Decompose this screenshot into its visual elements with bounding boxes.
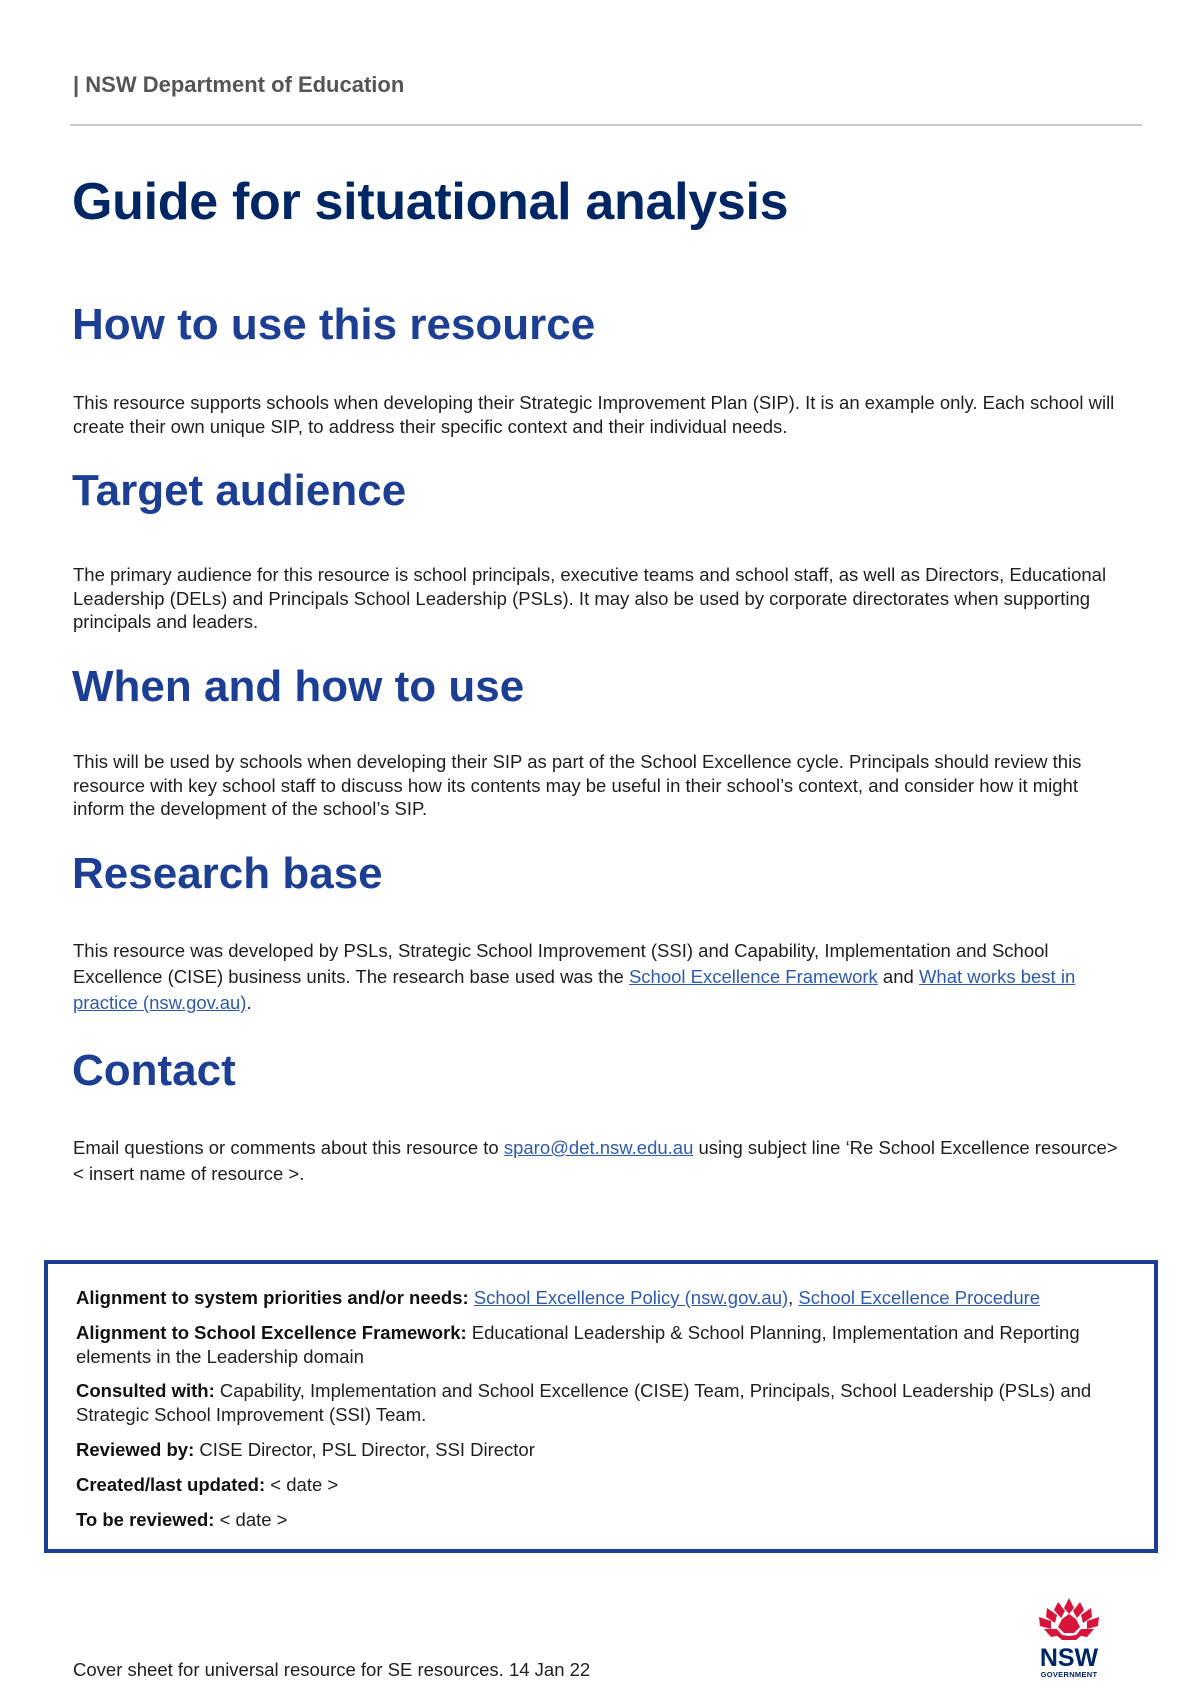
meta-created-updated bbox=[76, 1473, 1126, 1497]
paragraph-target-audience: The primary audience for this resource is school principals, executive teams and school staff, as well as Directors, Educational Leadership (DELs) and Principals School Leadership (PSLs). It may also be used by corporate directorates when supporting principals and leaders. bbox=[73, 564, 1107, 632]
research-text-start: This resource was developed by PSLs, Strategic School Improvement (SSI) and Capability, Implementation and School Excellence (CISE) business units. The research base used was the bbox=[73, 940, 1049, 987]
link-school-excellence-procedure[interactable]: School Excellence Procedure bbox=[798, 1287, 1041, 1308]
link-school-excellence-policy[interactable]: School Excellence Policy (nsw.gov.au) bbox=[473, 1287, 789, 1308]
meta-reviewed-by bbox=[76, 1438, 1126, 1462]
document-title: Guide for situational analysis bbox=[72, 173, 789, 231]
paragraph-research-base bbox=[73, 938, 1133, 1016]
footer-note: Cover sheet for universal resource for SE resources. 14 Jan 22 bbox=[73, 1659, 591, 1680]
research-text-end: . bbox=[246, 992, 252, 1013]
heading-research-base: Research base bbox=[72, 849, 383, 898]
metadata-box bbox=[44, 1260, 1158, 1553]
meta-to-be-reviewed-label: To be reviewed: bbox=[76, 1509, 215, 1530]
meta-consulted-with bbox=[76, 1379, 1126, 1426]
research-text-mid: and bbox=[877, 966, 919, 987]
meta-alignment-priorities bbox=[76, 1286, 1126, 1310]
meta-link-separator: , bbox=[788, 1287, 799, 1308]
heading-contact: Contact bbox=[72, 1046, 236, 1095]
meta-to-be-reviewed bbox=[76, 1508, 1126, 1532]
heading-target-audience: Target audience bbox=[72, 466, 407, 515]
meta-alignment-framework-value: Educational Leadership & School Planning, Implementation and Reporting elements in the Leadership domain bbox=[76, 1322, 1080, 1367]
nsw-government-logo bbox=[1024, 1596, 1114, 1680]
meta-reviewed-by-value: CISE Director, PSL Director, SSI Director bbox=[194, 1439, 535, 1460]
paragraph-when-how: This will be used by schools when developing their SIP as part of the School Excellence cycle. Principals should review this resource with key school staff to discuss how its contents may be useful in their school’s context, and consider how it might inform the development of the school’s SIP. bbox=[73, 751, 1082, 819]
meta-created-updated-value: < date > bbox=[265, 1474, 339, 1495]
meta-reviewed-by-label: Reviewed by: bbox=[76, 1439, 195, 1460]
department-header: | NSW Department of Education bbox=[73, 72, 405, 97]
meta-consulted-with-value: Capability, Implementation and School Excellence (CISE) Team, Principals, School Leadership (PSLs) and Strategic School Improvement (SSI) Team. bbox=[76, 1380, 1092, 1425]
contact-text-end: using subject line ‘Re School Excellence resource> < insert name of resource >. bbox=[73, 1137, 1118, 1184]
heading-how-to-use: How to use this resource bbox=[72, 300, 596, 349]
heading-when-how: When and how to use bbox=[72, 662, 525, 711]
link-what-works-best[interactable]: What works best in practice (nsw.gov.au) bbox=[73, 966, 1076, 1013]
link-school-excellence-framework[interactable]: School Excellence Framework bbox=[628, 966, 878, 987]
paragraph-contact bbox=[73, 1135, 1133, 1187]
header-divider bbox=[70, 124, 1142, 126]
meta-alignment-framework bbox=[76, 1321, 1126, 1368]
meta-alignment-framework-label: Alignment to School Excellence Framework: bbox=[76, 1322, 467, 1343]
logo-subtext: GOVERNMENT bbox=[1040, 1670, 1098, 1679]
paragraph-how-to-use: This resource supports schools when developing their Strategic Improvement Plan (SIP). It is an example only. Each school will create their own unique SIP, to address their specific context and their individual needs. bbox=[73, 392, 1115, 437]
logo-wordmark: NSW bbox=[1039, 1644, 1099, 1672]
meta-consulted-with-label: Consulted with: bbox=[76, 1380, 215, 1401]
meta-created-updated-label: Created/last updated: bbox=[76, 1474, 266, 1495]
waratah-icon bbox=[1039, 1598, 1099, 1640]
meta-alignment-priorities-label: Alignment to system priorities and/or needs: bbox=[76, 1287, 469, 1308]
meta-to-be-reviewed-value: < date > bbox=[214, 1509, 288, 1530]
link-contact-email[interactable]: sparo@det.nsw.edu.au bbox=[503, 1137, 694, 1158]
contact-text-start: Email questions or comments about this resource to bbox=[73, 1137, 504, 1158]
